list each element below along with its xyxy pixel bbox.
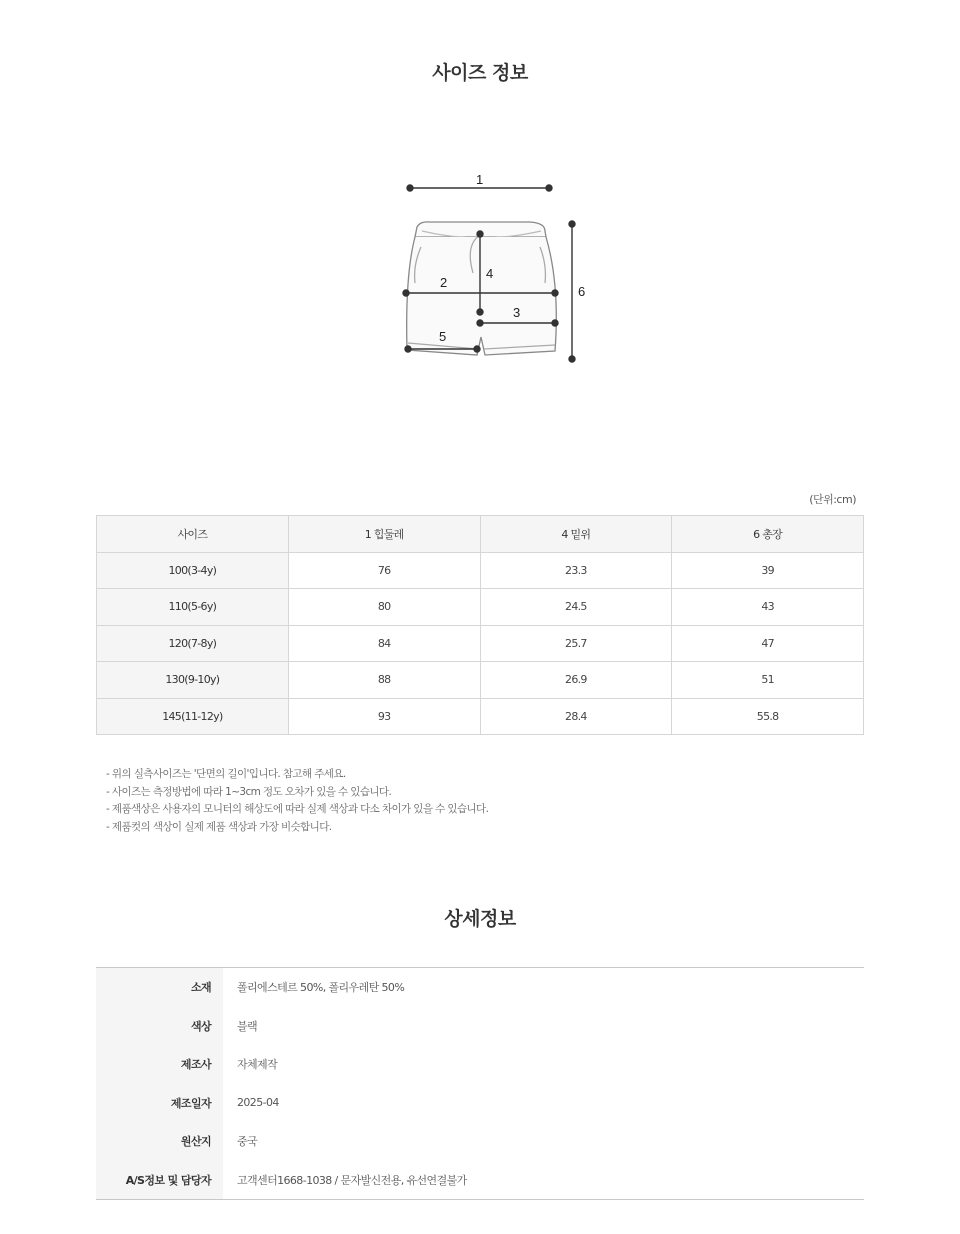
- hip-cell: 76: [288, 552, 480, 589]
- detail-info-title: 상세정보: [444, 908, 516, 930]
- size-cell: 100(3-4y): [97, 552, 289, 589]
- table-row: [97, 589, 864, 626]
- size-notes: [106, 766, 488, 836]
- detail-row-date: [96, 1084, 864, 1123]
- detail-value: 블랙: [237, 1019, 258, 1033]
- length-cell: 43: [672, 589, 864, 626]
- length-cell: 39: [672, 552, 864, 589]
- table-row: [97, 662, 864, 699]
- note-line: - 위의 실측사이즈는 '단면의 길이'입니다. 참고해 주세요.: [106, 768, 346, 780]
- diagram-label-1: 1: [476, 172, 484, 187]
- diagram-label-4: 4: [486, 266, 494, 281]
- detail-row-color: [96, 1007, 864, 1046]
- size-info-title: 사이즈 정보: [432, 62, 528, 84]
- hip-cell: 88: [288, 662, 480, 699]
- detail-row-material: [96, 968, 864, 1007]
- diagram-label-6: 6: [578, 284, 586, 299]
- note-line: - 제품색상은 사용자의 모니터의 해상도에 따라 실제 색상과 다소 차이가 있을 수 있습니다.: [106, 803, 489, 815]
- detail-row-as-info: [96, 1161, 864, 1200]
- rise-cell: 23.3: [480, 552, 672, 589]
- note-line: - 제품컷의 색상이 실제 제품 색상과 가장 비슷합니다.: [106, 820, 332, 833]
- length-cell: 47: [672, 625, 864, 662]
- table-row: [97, 698, 864, 735]
- length-cell: 51: [672, 662, 864, 699]
- detail-row-manufacturer: [96, 1045, 864, 1084]
- diagram-label-3: 3: [513, 305, 521, 320]
- rise-cell: 26.9: [480, 662, 672, 699]
- detail-key: 제조일자: [96, 1084, 223, 1123]
- header-size: 사이즈: [97, 516, 289, 553]
- hip-cell: 93: [288, 698, 480, 735]
- table-row: [97, 625, 864, 662]
- detail-key: A/S정보 및 담당자: [96, 1161, 223, 1200]
- hip-cell: 80: [288, 589, 480, 626]
- size-cell: 130(9-10y): [97, 662, 289, 699]
- header-length: 6 총장: [672, 516, 864, 553]
- detail-key: 제조사: [96, 1045, 223, 1084]
- rise-cell: 28.4: [480, 698, 672, 735]
- size-cell: 145(11-12y): [97, 698, 289, 735]
- rise-cell: 24.5: [480, 589, 672, 626]
- hip-cell: 84: [288, 625, 480, 662]
- detail-value: 2025-04: [237, 1096, 279, 1110]
- detail-value: 고객센터1668-1038 / 문자발신전용, 유선연결불가: [237, 1173, 467, 1187]
- detail-key: 소재: [96, 968, 223, 1007]
- size-cell: 110(5-6y): [97, 589, 289, 626]
- detail-value: 자체제작: [237, 1058, 278, 1072]
- detail-table: [96, 967, 864, 1200]
- detail-value: 폴리에스테르 50%, 폴리우레탄 50%: [237, 981, 405, 995]
- size-cell: 120(7-8y): [97, 625, 289, 662]
- detail-key: 원산지: [96, 1122, 223, 1161]
- table-row: [97, 552, 864, 589]
- note-line: - 사이즈는 측정방법에 따라 1~3cm 정도 오차가 있을 수 있습니다.: [106, 785, 392, 798]
- size-table-header-row: [97, 516, 864, 553]
- size-table: [96, 515, 864, 735]
- rise-cell: 25.7: [480, 625, 672, 662]
- unit-label: (단위:cm): [809, 493, 856, 506]
- detail-value: 중국: [237, 1135, 258, 1149]
- length-cell: 55.8: [672, 698, 864, 735]
- header-rise: 4 밑위: [480, 516, 672, 553]
- diagram-label-2: 2: [440, 275, 448, 290]
- shorts-measurement-diagram: [395, 165, 595, 375]
- detail-row-origin: [96, 1122, 864, 1161]
- header-hip: 1 힙둘레: [288, 516, 480, 553]
- detail-key: 색상: [96, 1007, 223, 1046]
- diagram-label-5: 5: [439, 329, 447, 344]
